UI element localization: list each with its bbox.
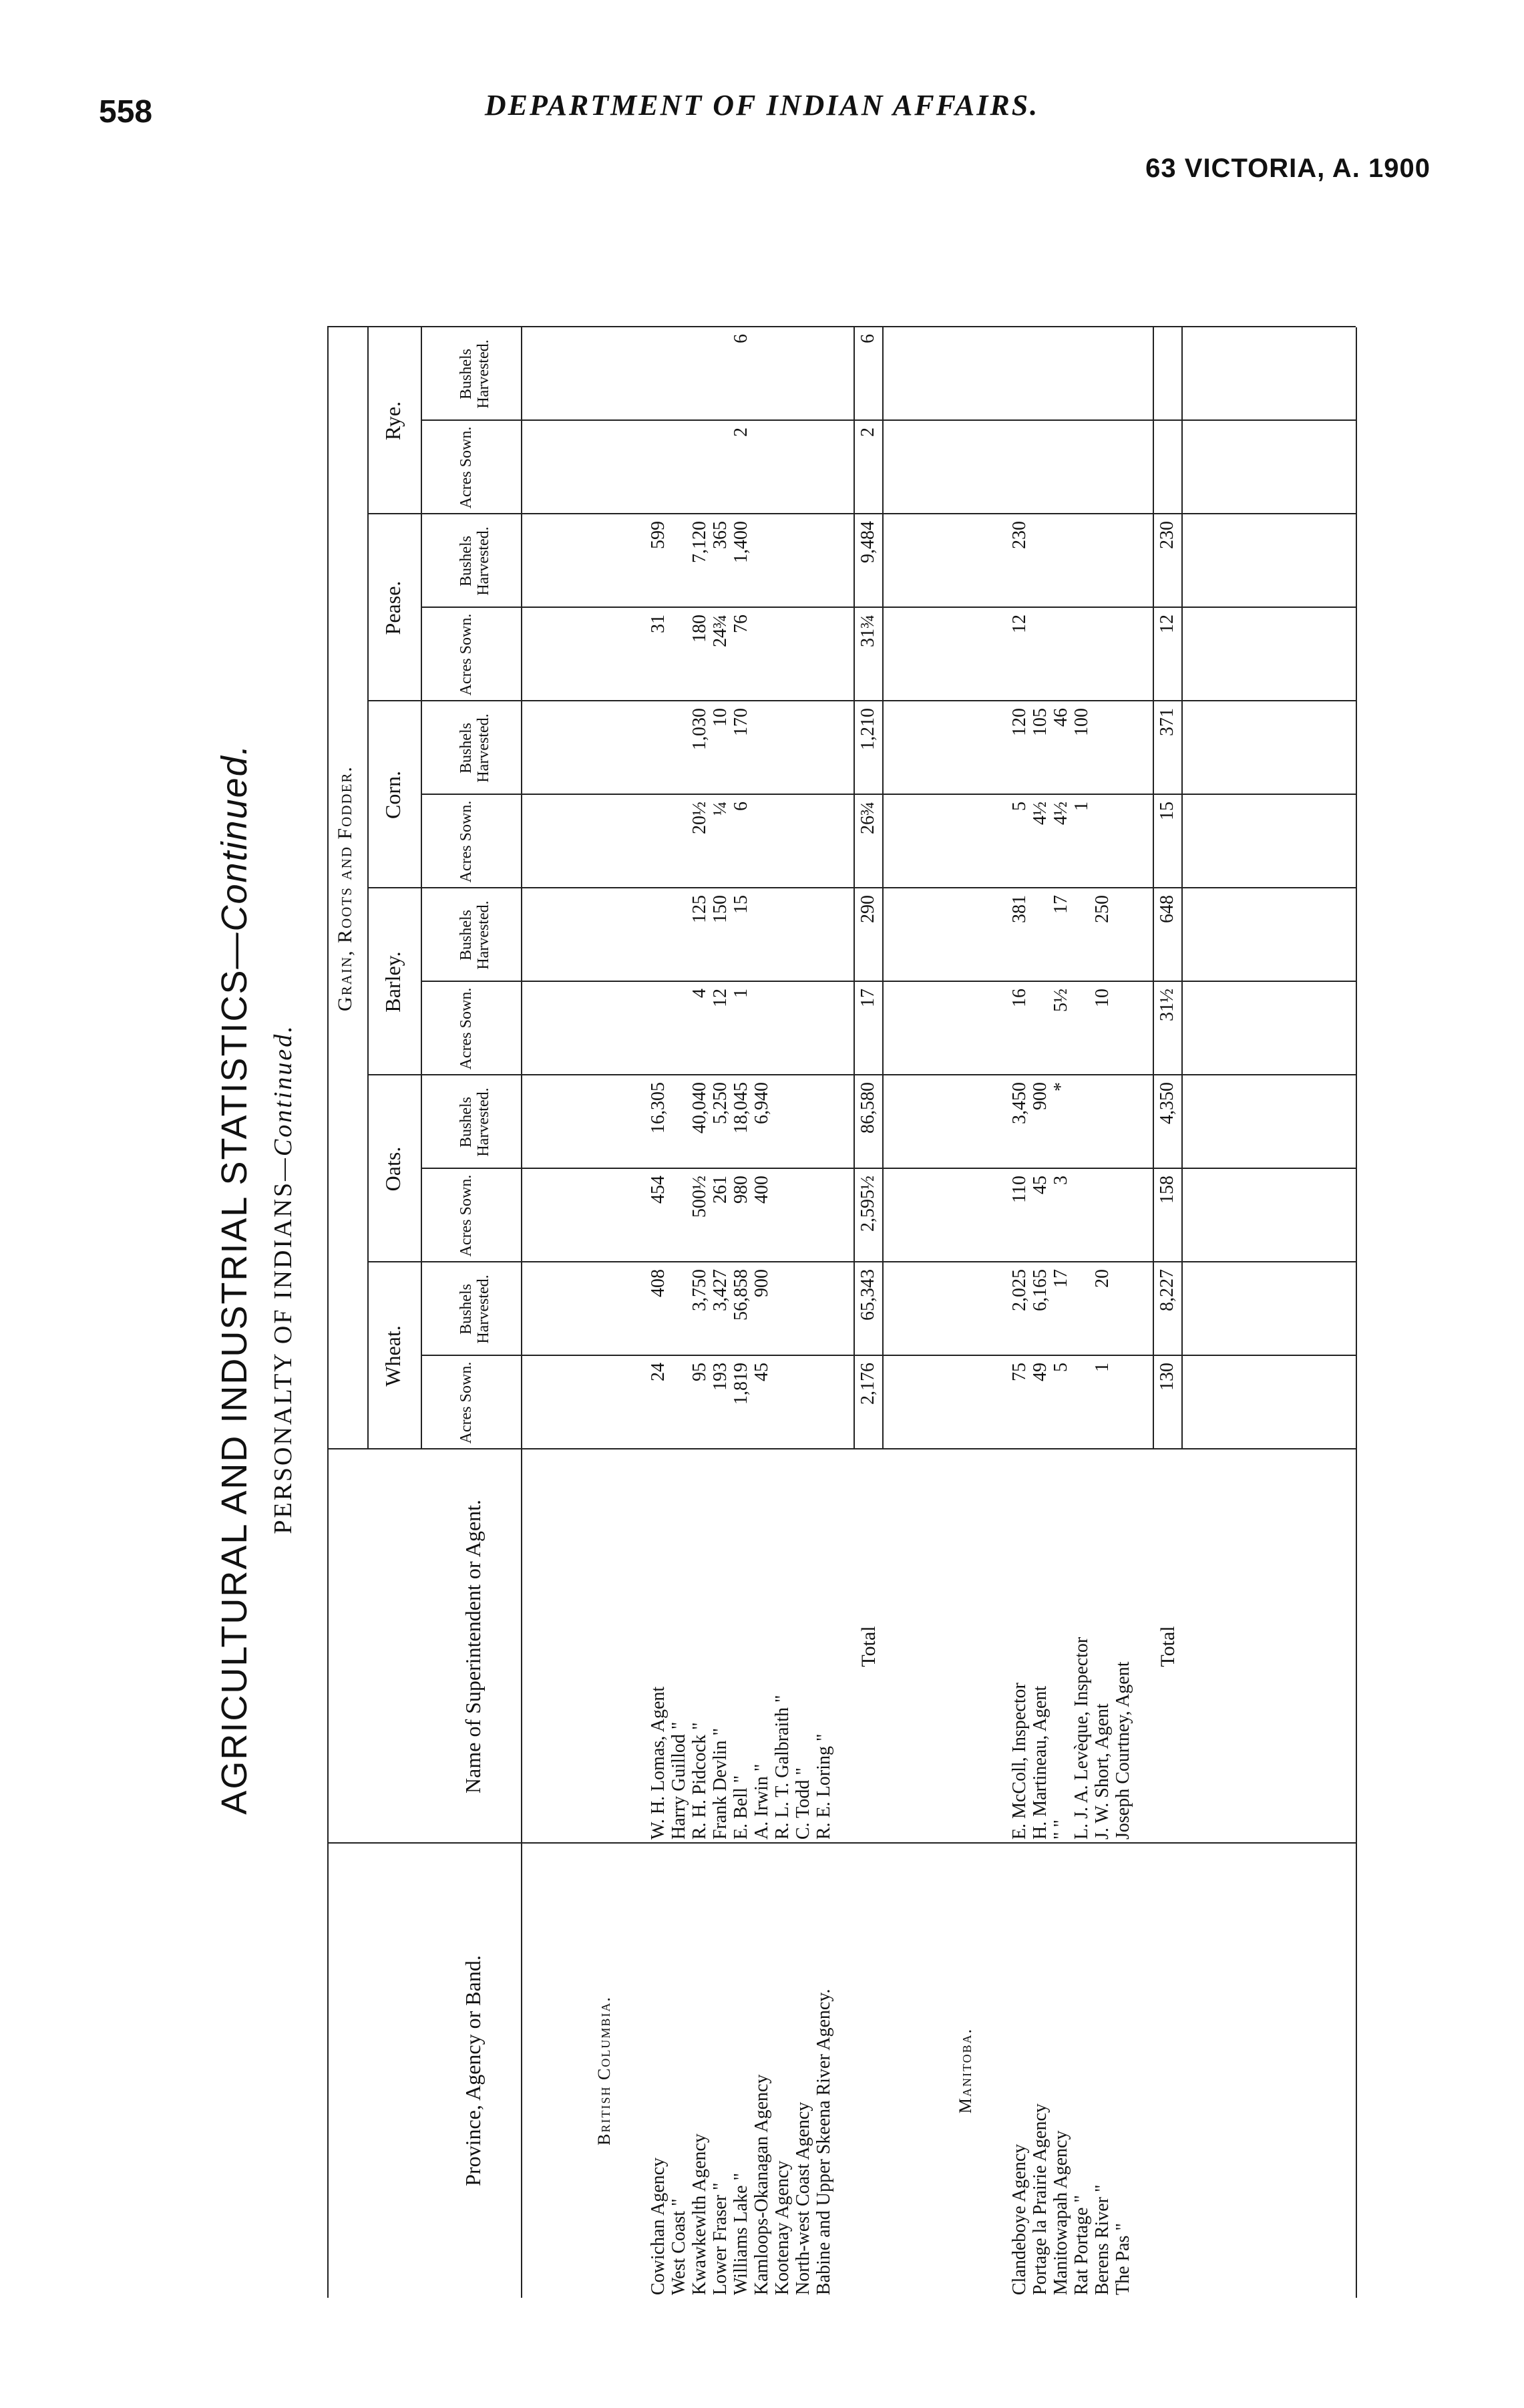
table-cell-value: 16 [1009, 989, 1030, 1007]
table-cell-value: 6 [731, 802, 751, 811]
table-cell-value: 1,030 [689, 708, 710, 750]
province-name: Manitowapah Agency [1051, 2130, 1071, 2295]
total-label: Total [1157, 1626, 1179, 1667]
table-cell-value: 400 [751, 1176, 772, 1204]
table-cell-value: 45 [1030, 1176, 1051, 1194]
bushels-harvested-header: Bushels Harvested. [457, 713, 492, 783]
table-cell-value: 5 [1051, 1363, 1071, 1372]
total-cell-value: 86,580 [858, 1082, 878, 1134]
total-cell-value: 2,176 [858, 1363, 878, 1405]
table-cell-value: 40,040 [689, 1082, 710, 1134]
numeric-column-rule [421, 794, 1356, 795]
numeric-column-rule [367, 1074, 1356, 1075]
table-top-rule [327, 327, 329, 2298]
group-header-rule [367, 327, 369, 1449]
table-cell-value: 18,045 [731, 1082, 751, 1134]
table-cell-value: 3,427 [710, 1269, 731, 1311]
crop-header: Wheat. [381, 1325, 405, 1387]
table-cell-value: 1 [1071, 802, 1092, 811]
group-header: Grain, Roots and Fodder. [334, 765, 356, 1011]
numeric-column-rule [327, 1448, 1356, 1449]
numeric-column-rule [327, 326, 1356, 327]
total-cell-value: 65,343 [858, 1269, 878, 1321]
table-cell-value: 230 [1009, 521, 1030, 549]
table-cell-value: 17 [1051, 895, 1071, 914]
province-name: North-west Coast Agency [793, 2101, 813, 2295]
total-cell-value: 2 [858, 427, 878, 437]
table-cell-value: 150 [710, 895, 731, 923]
table-cell-value: 5½ [1051, 989, 1071, 1012]
header-bottom-rule [521, 327, 522, 2298]
table-cell-value: 1 [731, 989, 751, 998]
table-cell-value: 16,305 [648, 1082, 669, 1134]
province-name: Kwawkewlth Agency [689, 2133, 710, 2295]
total-top-rule [853, 327, 855, 1449]
table-subtitle [268, 261, 298, 2298]
table-cell-value: 250 [1092, 895, 1113, 923]
numeric-column-rule [421, 607, 1356, 608]
table-cell-value: 12 [710, 989, 731, 1007]
province-name: West Coast " [669, 2198, 689, 2295]
crop-header: Oats. [381, 1146, 405, 1192]
total-bottom-rule [882, 327, 884, 1449]
agent-name: C. Todd " [793, 1767, 813, 1840]
province-name: The Pas " [1113, 2223, 1133, 2295]
agent-name: A. Irwin " [751, 1763, 772, 1840]
table-cell-value: 20 [1092, 1269, 1113, 1288]
bushels-harvested-header: Bushels Harvested. [457, 1274, 492, 1344]
bushels-harvested-header: Bushels Harvested. [457, 339, 492, 409]
table-cell-value: 408 [648, 1269, 669, 1297]
total-bottom-rule [1181, 327, 1183, 1449]
table-cell-value: 95 [689, 1363, 710, 1381]
table-cell-value: * [1051, 1082, 1071, 1091]
table-cell-value: 56,858 [731, 1269, 751, 1321]
table-cell-value: 1,819 [731, 1363, 751, 1405]
total-cell-value: 2,595½ [858, 1176, 878, 1232]
table-subtitle-suffix: —Continued. [269, 1024, 297, 1181]
table-cell-value: 1,400 [731, 521, 751, 563]
table-cell-value: 105 [1030, 708, 1051, 736]
province-name: Cowichan Agency [648, 2157, 669, 2295]
table-cell-value: 381 [1009, 895, 1030, 923]
province-name: Williams Lake " [731, 2173, 751, 2295]
province-name: Rat Portage " [1071, 2195, 1092, 2295]
acres-sown-header: Acres Sown. [457, 987, 475, 1070]
agent-name: E. McColl, Inspector [1009, 1683, 1030, 1840]
agent-name: Joseph Courtney, Agent [1113, 1661, 1133, 1840]
table-cell-value: 20½ [689, 802, 710, 834]
table-cell-value: 76 [731, 615, 751, 633]
table-title-suffix: —Continued. [214, 743, 254, 969]
agent-name: R. H. Pidcock " [689, 1722, 710, 1840]
table-cell-value: 24¾ [710, 615, 731, 647]
bushels-harvested-header: Bushels Harvested. [457, 900, 492, 970]
table-cell-value: 100 [1071, 708, 1092, 736]
table-cell-value: 6,165 [1030, 1269, 1051, 1311]
table-cell-value: ¼ [710, 802, 731, 816]
table-cell-value: 49 [1030, 1363, 1051, 1381]
table-cell-value: 170 [731, 708, 751, 736]
table-cell-value: 365 [710, 521, 731, 549]
table-cell-value: 6,940 [751, 1082, 772, 1124]
bushels-harvested-header: Bushels Harvested. [457, 526, 492, 596]
rotated-table-area [214, 261, 1389, 2298]
table-cell-value: 110 [1009, 1176, 1030, 1203]
table-cell-value: 7,120 [689, 521, 710, 563]
session-label: 63 VICTORIA, A. 1900 [1145, 154, 1431, 183]
table-cell-value: 31 [648, 615, 669, 633]
agent-name: E. Bell " [731, 1775, 751, 1840]
total-cell-value: 290 [858, 895, 878, 923]
total-cell-value: 1,210 [858, 708, 878, 750]
acres-sown-header: Acres Sown. [457, 426, 475, 509]
total-cell-value: 4,350 [1157, 1082, 1177, 1124]
total-label: Total [858, 1626, 880, 1667]
table-cell-value: 2 [731, 427, 751, 437]
table-title [214, 261, 255, 2298]
agent-name: R. L. T. Galbraith " [772, 1695, 793, 1840]
table-cell-value: 6 [731, 334, 751, 343]
total-cell-value: 12 [1157, 615, 1177, 633]
table-cell-value: 3 [1051, 1176, 1071, 1185]
table-cell-value: 1 [1092, 1363, 1113, 1372]
table-cell-value: 4½ [1051, 802, 1071, 825]
total-cell-value: 31¾ [858, 615, 878, 647]
table-cell-value: 125 [689, 895, 710, 923]
numeric-column-rule [421, 1168, 1356, 1169]
table-cell-value: 454 [648, 1176, 669, 1204]
numeric-column-rule [367, 700, 1356, 701]
acres-sown-header: Acres Sown. [457, 800, 475, 883]
table-cell-value: 4 [689, 989, 710, 998]
numeric-column-rule [367, 1261, 1356, 1262]
agent-name: Harry Guillod " [669, 1721, 689, 1840]
total-top-rule [1153, 327, 1154, 1449]
total-cell-value: 8,227 [1157, 1269, 1177, 1311]
table-title-main: AGRICULTURAL AND INDUSTRIAL STATISTICS [214, 969, 254, 1815]
province-name: Babine and Upper Skeena River Agency. [813, 1989, 834, 2295]
total-cell-value: 17 [858, 989, 878, 1007]
table-cell-value: 180 [689, 615, 710, 643]
total-cell-value: 15 [1157, 802, 1177, 820]
province-column-header: Province, Agency or Band. [461, 1955, 485, 2186]
table-bottom-rule [1356, 327, 1357, 2298]
table-cell-value: 900 [1030, 1082, 1051, 1110]
table-subtitle-main: PERSONALTY OF INDIANS [269, 1180, 297, 1534]
table-cell-value: 3,450 [1009, 1082, 1030, 1124]
table-cell-value: 75 [1009, 1363, 1030, 1381]
agent-name: H. Martineau, Agent [1030, 1685, 1051, 1840]
table-cell-value: 46 [1051, 708, 1071, 727]
table-cell-value: 10 [710, 708, 731, 727]
running-header: DEPARTMENT OF INDIAN AFFAIRS. [484, 89, 1040, 122]
table-cell-value: 599 [648, 521, 669, 549]
acres-sown-header: Acres Sown. [457, 1361, 475, 1444]
section-heading: Manitoba. [956, 2027, 975, 2114]
table-cell-value: 45 [751, 1363, 772, 1381]
table-cell-value: 2,025 [1009, 1269, 1030, 1311]
table-cell-value: 500½ [689, 1176, 710, 1218]
crop-header: Barley. [381, 951, 405, 1013]
agent-name: Frank Devlin " [710, 1728, 731, 1840]
total-cell-value: 9,484 [858, 521, 878, 563]
total-cell-value: 648 [1157, 895, 1177, 923]
total-cell-value: 371 [1157, 708, 1177, 736]
numeric-column-rule [421, 1355, 1356, 1356]
crop-header: Rye. [381, 401, 405, 441]
total-cell-value: 158 [1157, 1176, 1177, 1204]
province-name: Clandeboye Agency [1009, 2143, 1030, 2295]
numeric-column-rule [421, 981, 1356, 982]
total-cell-value: 26¾ [858, 802, 878, 834]
agent-column-header: Name of Superintendent or Agent. [461, 1500, 485, 1793]
table-cell-value: 24 [648, 1363, 669, 1381]
crop-header-rule [421, 327, 422, 1449]
table-cell-value: 15 [731, 895, 751, 914]
acres-sown-header: Acres Sown. [457, 1174, 475, 1257]
crop-header: Pease. [381, 580, 405, 635]
agent-name: " " [1051, 1820, 1071, 1840]
agent-name: W. H. Lomas, Agent [648, 1686, 669, 1840]
table-cell-value: 4½ [1030, 802, 1051, 825]
table-cell-value: 12 [1009, 615, 1030, 633]
page-number: 558 [99, 94, 153, 130]
numeric-column-rule [367, 513, 1356, 514]
agent-name: J. W. Short, Agent [1092, 1703, 1113, 1840]
table-cell-value: 900 [751, 1269, 772, 1297]
table-cell-value: 5,250 [710, 1082, 731, 1124]
table-cell-value: 3,750 [689, 1269, 710, 1311]
bushels-harvested-header: Bushels Harvested. [457, 1087, 492, 1157]
total-cell-value: 230 [1157, 521, 1177, 549]
table-cell-value: 261 [710, 1176, 731, 1204]
agent-name: R. E. Loring " [813, 1733, 834, 1840]
table-cell-value: 980 [731, 1176, 751, 1204]
numeric-column-rule [421, 419, 1356, 421]
agent-column-rule [327, 1842, 1356, 1844]
acres-sown-header: Acres Sown. [457, 613, 475, 696]
agent-name: L. J. A. Levèque, Inspector [1071, 1637, 1092, 1840]
table-cell-value: 120 [1009, 708, 1030, 736]
province-name: Kamloops-Okanagan Agency [751, 2074, 772, 2295]
table-cell-value: 10 [1092, 989, 1113, 1007]
section-heading: British Columbia. [594, 1996, 614, 2145]
crop-header: Corn. [381, 771, 405, 819]
numeric-column-rule [367, 887, 1356, 888]
province-name: Kootenay Agency [772, 2160, 793, 2295]
total-cell-value: 6 [858, 334, 878, 343]
province-name: Portage la Prairie Agency [1030, 2103, 1051, 2295]
table-cell-value: 193 [710, 1363, 731, 1391]
total-cell-value: 31½ [1157, 989, 1177, 1021]
total-cell-value: 130 [1157, 1363, 1177, 1391]
province-name: Lower Fraser " [710, 2182, 731, 2295]
table-cell-value: 5 [1009, 802, 1030, 811]
province-name: Berens River " [1092, 2184, 1113, 2295]
table-cell-value: 17 [1051, 1269, 1071, 1288]
